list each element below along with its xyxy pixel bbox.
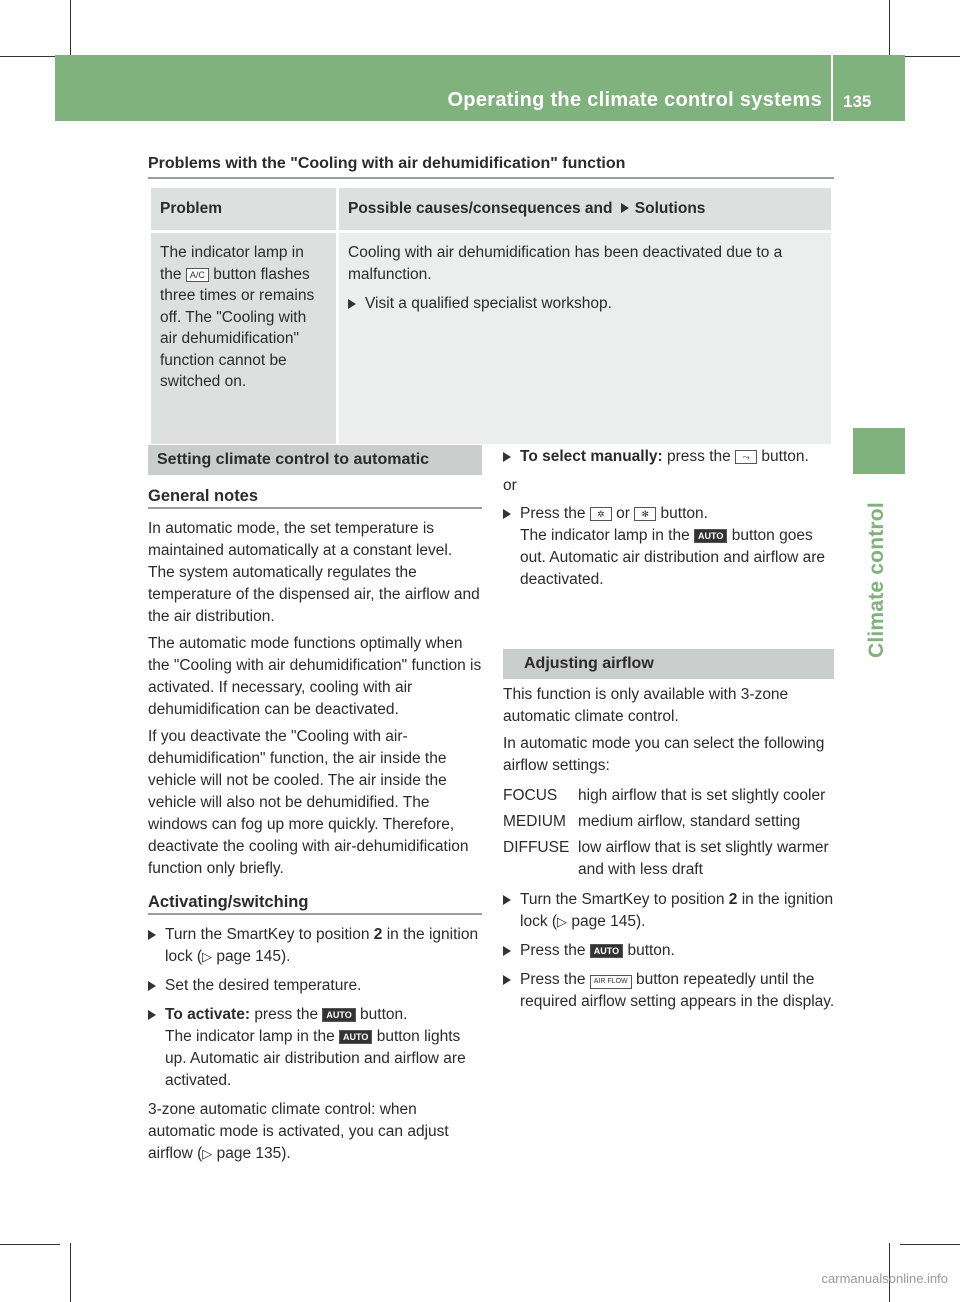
page-ref-triangle-icon: ▷ — [557, 914, 568, 929]
arrow-bullet-icon — [503, 946, 511, 956]
instruction-step — [503, 889, 835, 933]
step-text: Turn the SmartKey to position — [165, 926, 370, 943]
instruction-step — [148, 975, 482, 997]
crop-mark — [0, 56, 60, 57]
divider — [148, 507, 482, 509]
solution-cell — [339, 233, 831, 444]
auto-button-icon: AUTO — [694, 529, 727, 543]
right-column-bottom — [503, 684, 835, 1020]
left-column — [148, 518, 482, 885]
step-label: To activate: — [165, 1006, 250, 1023]
page-reference[interactable]: page 145 — [571, 913, 637, 930]
fan-decrease-button-icon: ✻ — [634, 507, 656, 521]
step-text: button goes out. Automatic air distribution and airflow are deactivated. — [520, 527, 825, 588]
table-header-row — [151, 188, 831, 230]
step-text: button lights up. Automatic air distribution and airflow are activated. — [165, 1028, 466, 1089]
column-header-label: Solutions — [634, 200, 706, 217]
problems-table — [148, 185, 834, 447]
instruction-step — [503, 940, 835, 962]
watermark: carmanualsonline.info — [821, 1271, 948, 1286]
arrow-bullet-icon — [148, 1010, 156, 1020]
step-text: The indicator lamp in the — [165, 1028, 335, 1045]
airflow-settings-list — [503, 785, 835, 881]
position-value: 2 — [373, 926, 383, 943]
setting-desc: high airflow that is set slightly cooler — [578, 787, 826, 804]
crop-mark — [70, 1243, 71, 1302]
column-header — [339, 188, 831, 230]
step-text: The indicator lamp in the — [520, 527, 690, 544]
column-header-label: Problem — [160, 200, 223, 217]
paragraph-text: 3-zone automatic climate control: when automatic mode is activated, you can adjust airflow ( — [148, 1101, 449, 1162]
instruction-step — [503, 503, 835, 591]
page-reference[interactable]: page 135 — [216, 1145, 282, 1162]
instruction-step — [503, 969, 835, 1013]
paragraph-text: ). — [281, 1145, 291, 1162]
step-text: Press the — [520, 505, 586, 522]
step-text: press the — [667, 448, 731, 465]
column-header — [151, 188, 336, 230]
section-banner: Adjusting airflow — [503, 649, 834, 679]
solution-step — [348, 293, 822, 315]
step-label: To select manually: — [520, 448, 663, 465]
crop-mark — [0, 1244, 60, 1245]
problem-text: button flashes three times or remains off. The "Cooling with air dehumidification" function cannot be switched on. — [160, 265, 315, 390]
list-item — [503, 837, 835, 881]
arrow-bullet-icon — [621, 203, 629, 213]
auto-button-icon: AUTO — [590, 944, 623, 958]
step-text: button. — [360, 1006, 408, 1023]
side-tab — [853, 428, 905, 474]
ac-button-icon: A/C — [186, 268, 209, 282]
arrow-bullet-icon — [148, 930, 156, 940]
arrow-bullet-icon — [148, 981, 156, 991]
paragraph: In automatic mode, the set temperature is maintained automatically at a constant level. The system automatically regulates the temperature of the dispensed air, the airflow and the air distribution. — [148, 520, 480, 625]
arrow-bullet-icon — [503, 509, 511, 519]
list-item — [503, 811, 835, 833]
manual-airflow-button-icon: ⤳ — [735, 450, 757, 464]
section-banner: Setting climate control to automatic — [148, 445, 482, 475]
setting-desc: medium airflow, standard setting — [578, 813, 801, 830]
arrow-bullet-icon — [503, 452, 511, 462]
step-text: ). — [636, 913, 646, 930]
chapter-label: Climate control — [865, 502, 888, 658]
solution-text: Visit a qualified specialist workshop. — [365, 295, 612, 312]
crop-mark — [889, 0, 890, 60]
step-text: in the ignition lock ( — [165, 926, 479, 965]
page-ref-triangle-icon: ▷ — [202, 949, 213, 964]
step-text: button. — [660, 505, 708, 522]
instruction-step — [503, 446, 835, 468]
step-text: Press the — [520, 942, 586, 959]
arrow-bullet-icon — [348, 299, 356, 309]
problem-text: The indicator lamp in the — [160, 244, 304, 283]
page-title: Operating the climate control systems — [447, 89, 822, 111]
setting-term: FOCUS — [503, 787, 558, 804]
step-text: Set the desired temperature. — [165, 977, 362, 994]
step-text: in the ignition lock ( — [520, 891, 834, 930]
page-number: 135 — [843, 92, 872, 111]
left-column-steps — [148, 924, 482, 1170]
header-bar — [55, 55, 905, 121]
paragraph: The automatic mode functions optimally when the "Cooling with air dehumidification" function is activated. If necessary, cooling with air dehumidification can be deactivated. — [148, 635, 482, 718]
right-column-top — [503, 446, 835, 598]
step-text: button. — [627, 942, 675, 959]
column-header-label: Possible causes/consequences and — [348, 200, 613, 217]
subsection-title: General notes — [148, 487, 259, 505]
setting-term: MEDIUM — [503, 813, 566, 830]
list-item — [503, 785, 835, 807]
arrow-bullet-icon — [503, 975, 511, 985]
step-text: or — [616, 505, 630, 522]
cause-text: Cooling with air dehumidification has been deactivated due to a malfunction. — [348, 244, 783, 283]
subsection-title: Activating/switching — [148, 893, 309, 911]
paragraph — [148, 1099, 482, 1165]
setting-desc: low airflow that is set slightly warmer and with less draft — [578, 839, 829, 878]
fan-increase-button-icon: ✲ — [590, 507, 612, 521]
paragraph: In automatic mode you can select the following airflow settings: — [503, 735, 825, 774]
step-text: Turn the SmartKey to position — [520, 891, 725, 908]
or-text: or — [503, 477, 517, 494]
table-row — [151, 233, 831, 444]
setting-term: DIFFUSE — [503, 839, 570, 856]
instruction-step — [148, 1004, 482, 1092]
step-text: Press the — [520, 971, 586, 988]
position-value: 2 — [728, 891, 738, 908]
step-text: ). — [281, 948, 291, 965]
page-ref-triangle-icon: ▷ — [202, 1146, 213, 1161]
problem-cell — [151, 233, 336, 444]
section-title: Problems with the "Cooling with air dehumidification" function — [148, 155, 626, 172]
step-text: button repeatedly until the required airflow setting appears in the display. — [520, 971, 835, 1010]
divider — [148, 913, 482, 915]
instruction-step — [148, 924, 482, 968]
crop-mark — [900, 56, 960, 57]
crop-mark — [900, 1244, 960, 1245]
page-reference[interactable]: page 145 — [216, 948, 282, 965]
arrow-bullet-icon — [503, 895, 511, 905]
divider — [148, 177, 834, 179]
header-divider — [831, 55, 833, 121]
auto-button-icon: AUTO — [339, 1030, 372, 1044]
paragraph: This function is only available with 3-zone automatic climate control. — [503, 686, 789, 725]
air-flow-button-icon: AIR FLOW — [590, 975, 632, 989]
auto-button-icon: AUTO — [322, 1008, 355, 1022]
crop-mark — [70, 0, 71, 60]
paragraph: If you deactivate the "Cooling with air-dehumidification" function, the air inside the vehicle will not be cooled. The air inside the vehicle will also not be dehumidified. The windows can fog up more quickly. Therefore, deactivate the cooling with air-dehumidification function only briefly. — [148, 728, 469, 877]
step-text: button. — [761, 448, 809, 465]
step-text: press the — [254, 1006, 319, 1023]
